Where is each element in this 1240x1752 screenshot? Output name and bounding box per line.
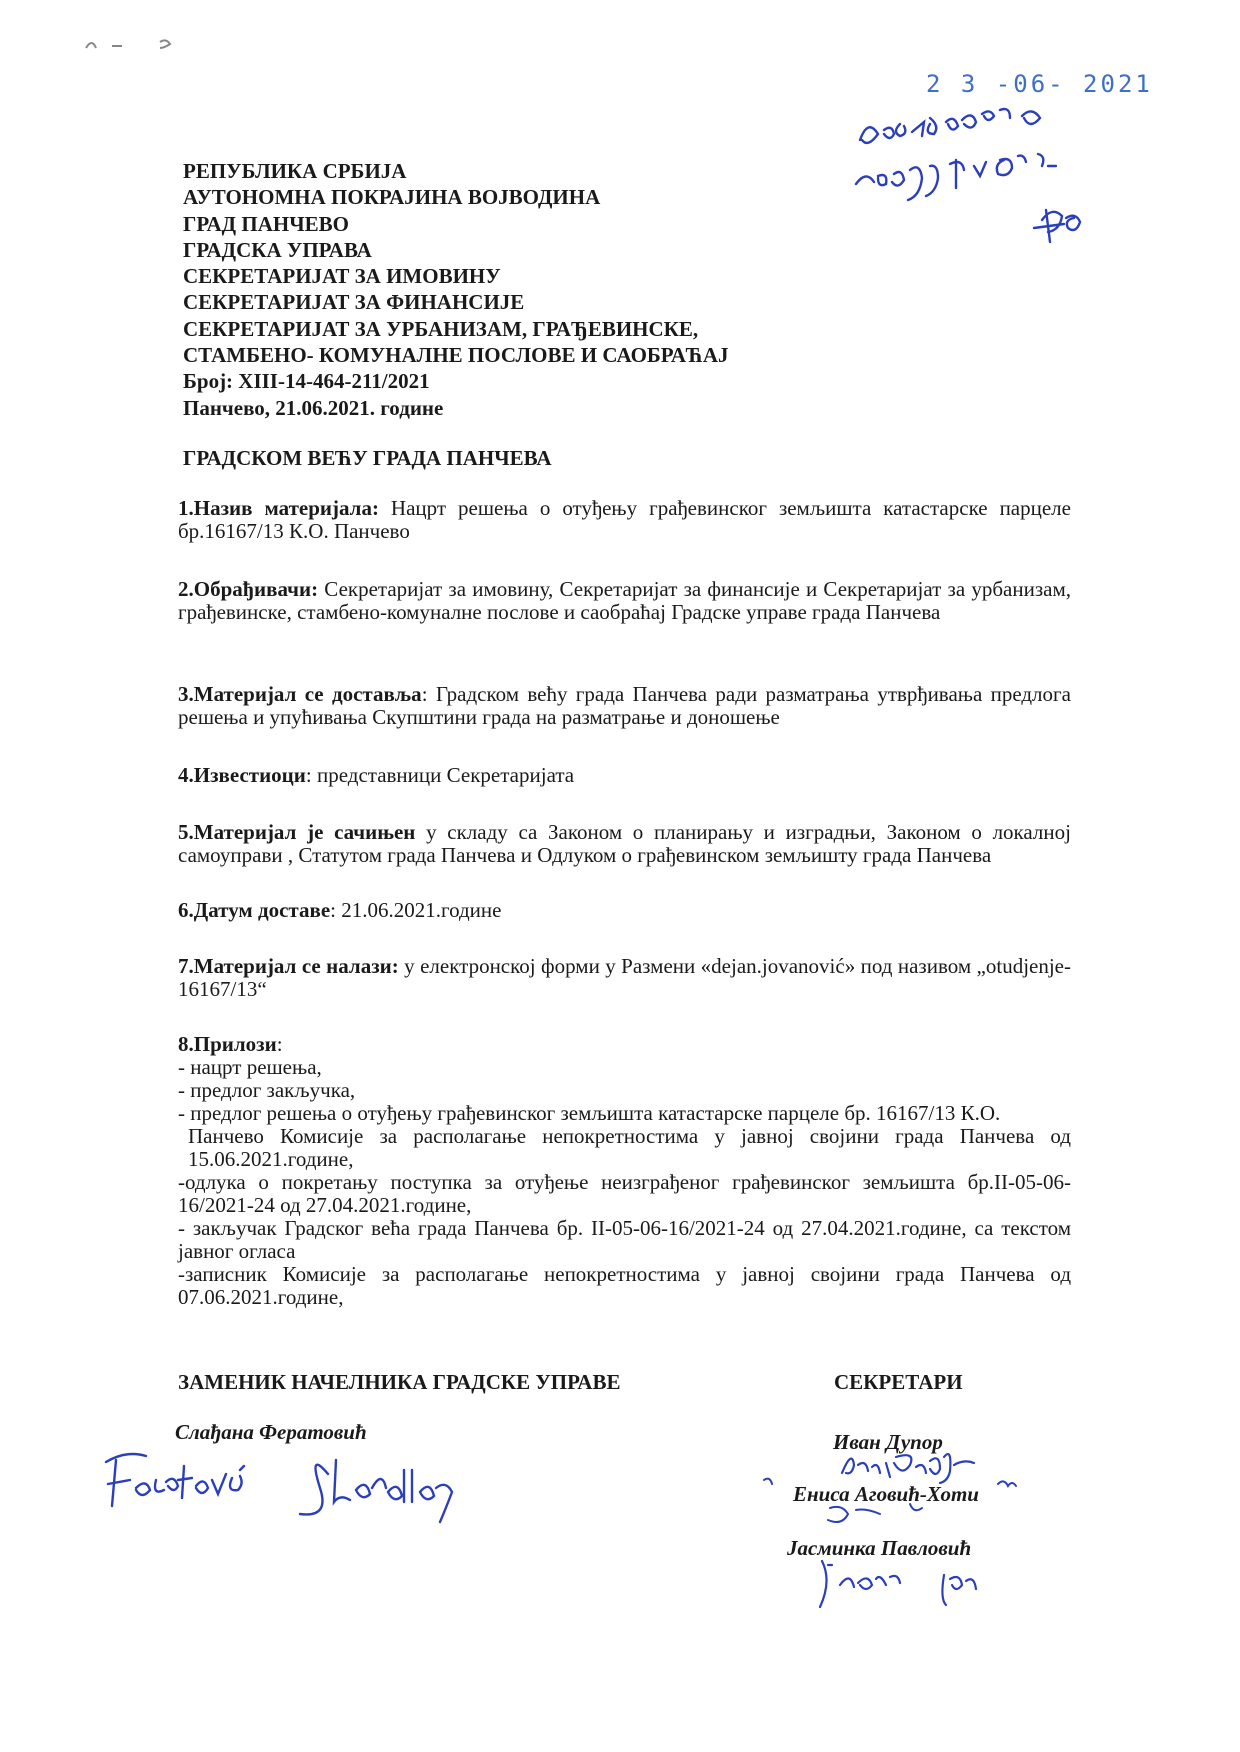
letterhead-province: АУТОНОМНА ПОКРАЈИНА ВОЈВОДИНА [183, 185, 601, 210]
item-delivered-to [178, 683, 1071, 729]
item-text: : представници Секретаријата [305, 763, 575, 787]
attachment-line: - предлог решења о отуђењу грађевинског земљишта катастарске парцеле бр. 16167/13 К.О. [178, 1101, 1001, 1125]
letterhead-republic: РЕПУБЛИКА СРБИЈА [183, 159, 407, 183]
signatory-name-pavlovic: Јасминка Павловић [787, 1536, 972, 1560]
handwritten-signature-pavlovic [800, 1555, 1000, 1615]
signatory-name-dupor: Иван Дупор [833, 1430, 943, 1454]
attachment-line: Панчево Комисије за располагање непокретностима у јавној својини града Панчева од 15.06.2021.године, [188, 1124, 1071, 1171]
handwritten-note [850, 100, 1110, 270]
item-text: Нацрт решења о отуђењу грађевинског земљишта катастарске парцеле бр.16167/13 К.О. Панчево [178, 496, 1071, 543]
item-label: 3.Материјал се доставља [178, 682, 422, 706]
item-compliance [178, 821, 1071, 867]
item-label: 6.Датум доставе [178, 898, 331, 922]
attachments-colon: : [276, 1032, 283, 1056]
letterhead-city: ГРАД ПАНЧЕВО [183, 211, 349, 236]
attachment-line: - предлог закључка, [178, 1078, 356, 1102]
item-text: у електронској форми у Размени «dejan.jovanović» под називом „otudjenje-16167/13“ [178, 954, 1071, 1001]
letterhead-administration: ГРАДСКА УПРАВА [183, 237, 372, 262]
signatory-name-left: Слађана Фератовић [175, 1420, 367, 1444]
attachment-line: - нацрт решења, [178, 1055, 322, 1079]
item-label: 5.Материјал је сачињен [178, 820, 416, 844]
item-label: 7.Материјал се налази: [178, 954, 399, 978]
item-label: 4.Известиоци [178, 763, 306, 787]
secretaries-title: СЕКРЕТАРИ [834, 1370, 963, 1394]
letterhead-secretariat-urbanism-cont: СТАМБЕНО- КОМУНАЛНЕ ПОСЛОВЕ И САОБРАЋАЈ [183, 343, 729, 368]
item-text: у складу са Законом о планирању и изградњи, Законом о локалној самоуправи , Статутом града Панчева и Одлуком о грађевинском земљишту града Панчева [178, 820, 1071, 867]
item-label: 1.Назив материјала: [178, 496, 379, 520]
attachment-line: -записник Комисије за располагање непокретностима у јавној својини града Панчева од 07.06.2021.године, [178, 1262, 1071, 1309]
letterhead-secretariat-finance: СЕКРЕТАРИЈАТ ЗА ФИНАНСИЈЕ [183, 290, 525, 315]
received-date-stamp: 2 3 -06- 2021 [926, 70, 1153, 98]
attachment-line: - закључак Градског већа града Панчева бр. II-05-06-16/2021-24 од 27.04.2021.године, са текстом јавног огласа [178, 1216, 1071, 1263]
document-number: Број: XIII-14-464-211/2021 [183, 369, 430, 394]
attachments-label: 8.Прилози [178, 1032, 277, 1056]
letterhead-secretariat-urbanism: СЕКРЕТАРИЈАТ ЗА УРБАНИЗАМ, ГРАЂЕВИНСКЕ, [183, 316, 699, 341]
margin-scribble [82, 30, 182, 60]
item-text: : 21.06.2021.године [330, 898, 502, 922]
item-delivery-date [178, 899, 1071, 922]
item-material-name [178, 497, 1071, 543]
handwritten-signature-left [100, 1440, 540, 1530]
item-text: Секретаријат за имовину, Секретаријат за финансије и Секретаријат за урбанизам, грађевинске, стамбено-комуналне послове и саобраћај Градске управе града Панчева [178, 577, 1071, 624]
item-authors [178, 578, 1071, 624]
item-label: 2.Обрађивачи: [178, 577, 319, 601]
document-place-date: Панчево, 21.06.2021. године [183, 395, 444, 420]
addressee: ГРАДСКОМ ВЕЋУ ГРАДА ПАНЧЕВА [183, 446, 552, 470]
letterhead-secretariat-property: СЕКРЕТАРИЈАТ ЗА ИМОВИНУ [183, 264, 501, 289]
signatory-name-agovic-hoti: Ениса Аговић-Хоти [793, 1482, 979, 1506]
attachments [178, 1033, 1071, 1309]
item-text: : Градском већу града Панчева ради разматрања утврђивања предлога решења и упућивања Скупштини града на разматрање и доношење [178, 682, 1071, 729]
letterhead [183, 158, 729, 421]
deputy-head-title: ЗАМЕНИК НАЧЕЛНИКА ГРАДСКЕ УПРАВЕ [178, 1370, 621, 1394]
item-rapporteurs [178, 764, 1071, 787]
handwritten-signature-agovic-hoti [760, 1470, 1030, 1530]
item-location [178, 955, 1071, 1001]
attachment-line: -одлука о покретању поступка за отуђење неизграђеног грађевинског земљишта бр.II-05-06-16/2021-24 од 27.04.2021.године, [178, 1170, 1071, 1217]
